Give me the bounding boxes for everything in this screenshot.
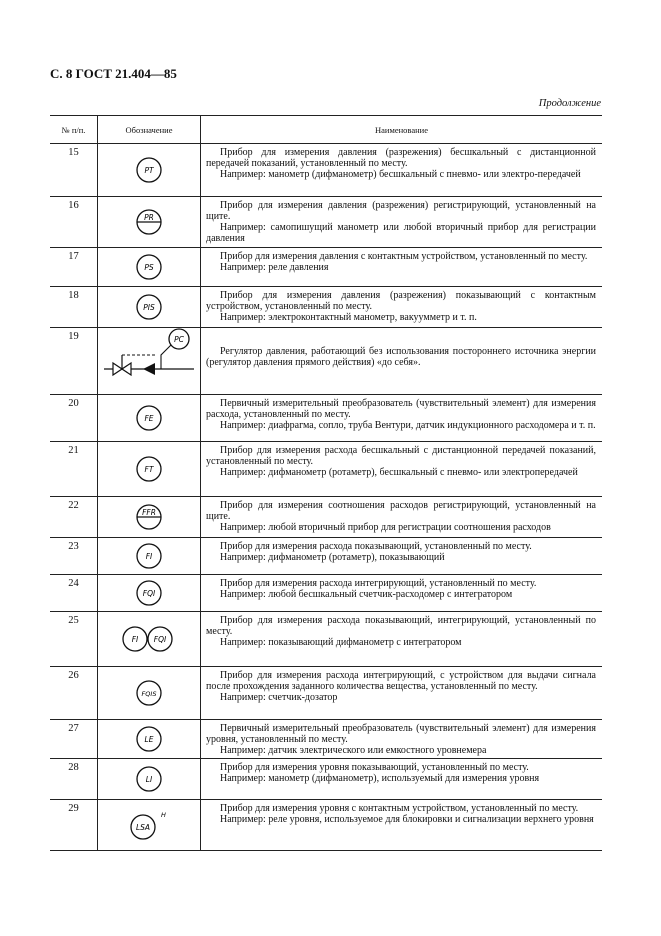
- description-cell: [201, 395, 603, 442]
- example-text: Например: счетчик-дозатор: [220, 692, 338, 703]
- example-text: Например: самопишущий манометр или любой вторичный прибор для регистрации давления: [206, 222, 596, 244]
- table-row: [50, 328, 602, 395]
- instrument-label: FFR: [142, 508, 156, 517]
- instrument-label: FQI: [153, 635, 167, 644]
- description-cell: [201, 442, 603, 497]
- flow-arrow-icon: [143, 363, 155, 375]
- row-number: 27: [50, 720, 98, 759]
- description-text: Прибор для измерения давления (разрежения) регистрирующий, установленный на щите.: [206, 200, 596, 222]
- description-text: Прибор для измерения давления (разрежения) показывающий с контактным устройством, установленный по месту.: [206, 290, 596, 312]
- description-text: Прибор для измерения расхода интегрирующий, установленный по месту.: [220, 578, 537, 589]
- instrument-symbol: [99, 144, 199, 196]
- example-text: Например: датчик электрического или емкостного уровнемера: [220, 745, 487, 756]
- row-number: 21: [50, 442, 98, 497]
- description-text: Прибор для измерения уровня с контактным устройством, установленный по месту.: [220, 803, 579, 814]
- instrument-label: LSA: [135, 823, 151, 832]
- example-text: Например: манометр (дифманометр) бесшкальный с пневмо- или электро-передачей: [220, 169, 581, 180]
- description-text: Прибор для измерения расхода показывающий, установленный по месту.: [220, 541, 532, 552]
- instrument-symbol: [99, 497, 199, 537]
- row-number: 15: [50, 144, 98, 197]
- row-number: 18: [50, 287, 98, 328]
- symbol-cell: [98, 575, 201, 612]
- table-row: [50, 538, 602, 575]
- example-text: Например: манометр (дифманометр), используемый для измерения уровня: [220, 773, 540, 784]
- symbol-cell: [98, 612, 201, 667]
- table-row: [50, 197, 602, 248]
- description-text: Первичный измерительный преобразователь (чувствительный элемент) для измерения уровня, установленный по месту.: [206, 723, 596, 745]
- instrument-label: FQI: [142, 589, 156, 598]
- instrument-symbol: [99, 720, 199, 758]
- example-text: Например: любой бесшкальный счетчик-расходомер с интегратором: [220, 589, 513, 600]
- description-cell: [201, 575, 603, 612]
- symbol-cell: [98, 395, 201, 442]
- instrument-label: FI: [145, 552, 153, 561]
- symbol-cell: [98, 197, 201, 248]
- instrument-label: LI: [145, 775, 153, 784]
- instrument-label: FT: [144, 465, 154, 474]
- row-number: 28: [50, 759, 98, 800]
- symbols-table: [50, 115, 602, 851]
- row-number: 20: [50, 395, 98, 442]
- example-text: Например: электроконтактный манометр, вакуумметр и т. п.: [220, 312, 477, 323]
- table-row: [50, 395, 602, 442]
- sensing-line: [161, 345, 171, 369]
- description-text: Прибор для измерения расхода бесшкальный с дистанционной передачей показаний, установленный по месту.: [206, 445, 596, 467]
- symbol-cell: [98, 442, 201, 497]
- example-text: Например: диафрагма, сопло, труба Вентури, датчик индукционного расходомера и т. п.: [220, 420, 596, 431]
- table-row: [50, 759, 602, 800]
- symbol-cell: [98, 800, 201, 851]
- table-row: [50, 720, 602, 759]
- instrument-symbol: [99, 538, 199, 574]
- row-number: 16: [50, 197, 98, 248]
- instrument-symbol: [99, 759, 199, 799]
- description-text: Прибор для измерения уровня показывающий, установленный по месту.: [220, 762, 529, 773]
- instrument-label: PS: [144, 263, 154, 272]
- example-text: Например: дифманометр (ротаметр), бесшкальный с пневмо- или электропередачей: [220, 467, 578, 478]
- description-cell: [201, 328, 603, 395]
- example-text: Например: показывающий дифманометр с интегратором: [220, 637, 462, 648]
- row-number: 19: [50, 328, 98, 395]
- table-row: [50, 800, 602, 851]
- row-number: 22: [50, 497, 98, 538]
- instrument-label: FI: [131, 635, 139, 644]
- column-header-name: Наименование: [201, 116, 603, 144]
- column-header-symbol: Обозначение: [98, 116, 201, 144]
- description-cell: [201, 538, 603, 575]
- table-row: [50, 144, 602, 197]
- table-row: [50, 442, 602, 497]
- instrument-symbol: [99, 328, 199, 394]
- instrument-symbol: [99, 575, 199, 611]
- symbol-cell: [98, 759, 201, 800]
- row-number: 26: [50, 667, 98, 720]
- table-row: [50, 667, 602, 720]
- description-text: Прибор для измерения расхода интегрирующий, с устройством для выдачи сигнала после прохождения заданного количества вещества, установленный по месту.: [206, 670, 596, 692]
- instrument-symbol: [99, 667, 199, 719]
- symbol-cell: [98, 328, 201, 395]
- table-row: [50, 612, 602, 667]
- description-cell: [201, 197, 603, 248]
- symbol-cell: [98, 497, 201, 538]
- instrument-symbol: [99, 612, 199, 666]
- instrument-label: PR: [144, 213, 154, 222]
- instrument-symbol: [99, 197, 199, 247]
- description-cell: [201, 759, 603, 800]
- instrument-symbol: [99, 442, 199, 496]
- instrument-label: LE: [144, 735, 154, 744]
- row-number: 17: [50, 248, 98, 287]
- description-cell: [201, 800, 603, 851]
- description-text: Прибор для измерения давления с контактным устройством, установленный по месту.: [220, 251, 588, 262]
- description-cell: [201, 720, 603, 759]
- table-row: [50, 248, 602, 287]
- description-cell: [201, 144, 603, 197]
- table-row: [50, 287, 602, 328]
- description-cell: [201, 497, 603, 538]
- column-header-num: № п/п.: [50, 116, 98, 144]
- table-header-row: [50, 116, 602, 144]
- symbol-cell: [98, 538, 201, 575]
- description-cell: [201, 287, 603, 328]
- example-text: Например: любой вторичный прибор для регистрации соотношения расходов: [220, 522, 551, 533]
- table-row: [50, 575, 602, 612]
- description-text: Регулятор давления, работающий без использования постороннего источника энергии (регулятор давления прямого действия) «до себя».: [206, 346, 596, 368]
- page-header: С. 8 ГОСТ 21.404—85: [50, 66, 177, 81]
- symbol-cell: [98, 144, 201, 197]
- continued-label: Продолжение: [538, 98, 601, 109]
- instrument-label: FQIS: [141, 690, 157, 698]
- instrument-symbol: [99, 800, 199, 850]
- row-number: 29: [50, 800, 98, 851]
- table-row: [50, 497, 602, 538]
- instrument-label: PIS: [143, 303, 155, 312]
- instrument-label: PT: [144, 166, 154, 175]
- instrument-label: FE: [144, 414, 154, 423]
- description-text: Прибор для измерения расхода показывающий, интегрирующий, установленный по месту.: [206, 615, 596, 637]
- symbol-cell: [98, 287, 201, 328]
- instrument-symbol: [99, 395, 199, 441]
- instrument-symbol: [99, 287, 199, 327]
- description-text: Прибор для измерения давления (разрежения) бесшкальный с дистанционной передачей показаний, установленный по месту.: [206, 147, 596, 169]
- symbol-cell: [98, 248, 201, 287]
- instrument-symbol: [99, 248, 199, 286]
- description-text: Первичный измерительный преобразователь (чувствительный элемент) для измерения расхода, установленный по месту.: [206, 398, 596, 420]
- description-text: Прибор для измерения соотношения расходов регистрирующий, установленный на щите.: [206, 500, 596, 522]
- row-number: 23: [50, 538, 98, 575]
- symbol-cell: [98, 667, 201, 720]
- example-text: Например: дифманометр (ротаметр), показывающий: [220, 552, 445, 563]
- instrument-label: PC: [174, 335, 184, 344]
- limit-letter: H: [161, 811, 166, 819]
- row-number: 24: [50, 575, 98, 612]
- symbol-cell: [98, 720, 201, 759]
- example-text: Например: реле давления: [220, 262, 329, 273]
- example-text: Например: реле уровня, используемое для блокировки и сигнализации верхнего уровня: [220, 814, 594, 825]
- row-number: 25: [50, 612, 98, 667]
- description-cell: [201, 612, 603, 667]
- description-cell: [201, 248, 603, 287]
- description-cell: [201, 667, 603, 720]
